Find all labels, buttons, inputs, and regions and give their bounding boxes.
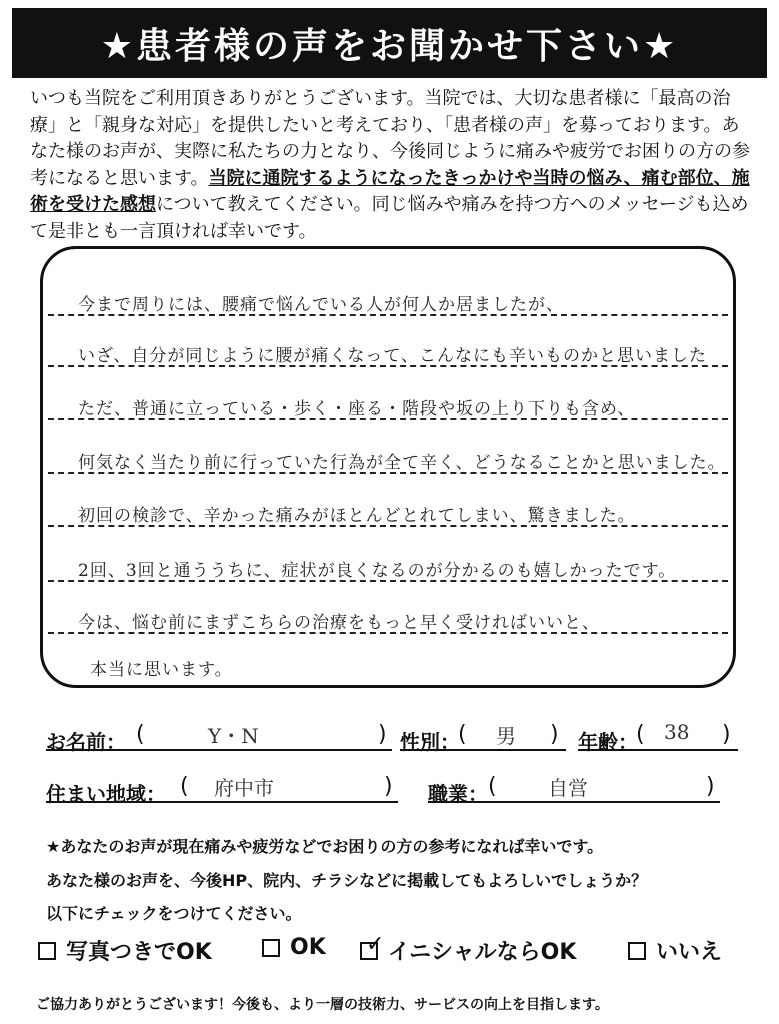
option-initials-ok[interactable] (360, 931, 577, 966)
checkbox[interactable] (628, 942, 646, 960)
option-label: OK (290, 935, 326, 960)
checkbox[interactable] (262, 939, 280, 957)
name-value: Y・N (208, 724, 259, 748)
age-label: 年齢： (578, 730, 638, 754)
testimonial-line: 2回、3回と通ううちに、症状が良くなるのが分かるのも嬉しかったです。 (78, 561, 677, 581)
gender-value: 男 (496, 724, 516, 748)
testimonial-line: 初回の検診で、辛かった痛みがほとんどとれてしまい、驚きました。 (78, 506, 636, 526)
testimonial-line: 今まで周りには、腰痛で悩んでいる人が何人か居ましたが、 (78, 295, 564, 315)
gender-paren-close: ) (550, 722, 559, 747)
note-3: 以下にチェックをつけてください。 (46, 904, 302, 923)
note-1: ★あなたのお声が現在痛みや疲労などでお困りの方の参考になれば幸いです。 (46, 837, 604, 856)
job-label: 職業： (428, 782, 488, 806)
page-title-banner (12, 8, 767, 78)
footer-message: ご協力ありがとうございます！今後も、より一層の技術力、サービスの向上を目指します。 (36, 997, 609, 1013)
option-no[interactable] (628, 935, 722, 966)
option-ok[interactable] (262, 935, 326, 960)
job-paren-open: ( (488, 774, 497, 799)
option-label: いいえ (656, 940, 723, 965)
name-paren-close: ) (378, 722, 387, 747)
age-value: 38 (664, 720, 690, 744)
age-paren-open: ( (636, 722, 645, 747)
area-label: 住まい地域： (46, 782, 166, 806)
intro-emphasis: 当院に通院するようになったきっかけや当時の悩み、痛む部位、施術を受けた感想 (30, 167, 750, 215)
testimonial-line: 本当に思います。 (90, 660, 233, 680)
option-label: イニシャルならOK (388, 940, 577, 965)
age-paren-close: ) (722, 722, 731, 747)
name-label: お名前： (46, 730, 126, 754)
job-paren-close: ) (706, 774, 715, 799)
intro-text-2: について教えてください。同じ悩みや痛みを持つ方へのメッセージも込めて是非とも一言頂ければ幸いです。 (30, 194, 749, 242)
gender-label: 性別： (400, 730, 460, 754)
note-2: あなた様のお声を、今後HP、院内、チラシなどに掲載してもよろしいでしょうか？ (46, 871, 648, 890)
area-paren-open: ( (180, 774, 189, 799)
page-title: ★患者様の声をお聞かせ下さい★ (100, 25, 679, 67)
checkbox-checked[interactable] (360, 931, 385, 960)
testimonial-line: いざ、自分が同じように腰が痛くなって、こんなにも辛いものかと思いました (78, 346, 707, 366)
gender-paren-open: ( (458, 722, 467, 747)
checkmark-icon: ✓ (366, 931, 385, 957)
gender-underline (400, 749, 566, 751)
option-photo-ok[interactable] (38, 935, 212, 966)
area-underline (46, 801, 398, 803)
area-value: 府中市 (214, 776, 274, 800)
checkbox[interactable] (38, 942, 56, 960)
job-value: 自営 (548, 776, 588, 800)
age-underline (578, 749, 738, 751)
testimonial-line: 今は、悩む前にまずこちらの治療をもっと早く受ければいいと、 (78, 613, 600, 633)
area-paren-close: ) (384, 774, 393, 799)
testimonial-line: 何気なく当たり前に行っていた行為が全て辛く、どうなることかと思いました。 (78, 453, 726, 473)
job-underline (428, 801, 720, 803)
name-underline (46, 749, 392, 751)
intro-text-1: いつも当院をご利用頂きありがとうございます。当院では、大切な患者様に「最高の治療」と「親身な対応」を提供したいと考えており、「患者様の声」を募っております。あなた様のお声が、実際に私たちの力となり、今後同じように痛みや疲労でお困りの方の参考になると思います。 (30, 88, 750, 189)
name-paren-open: ( (136, 722, 145, 747)
intro-paragraph (30, 86, 755, 245)
testimonial-line: ただ、普通に立っている・歩く・座る・階段や坂の上り下りも含め、 (78, 399, 636, 419)
option-label: 写真つきでOK (66, 940, 212, 965)
consent-options (30, 931, 750, 975)
